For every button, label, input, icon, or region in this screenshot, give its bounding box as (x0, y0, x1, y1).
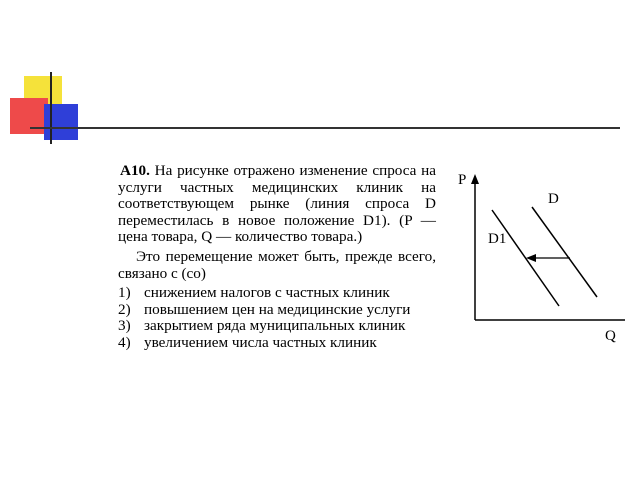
answer-number: 2) (118, 300, 131, 318)
answer-number: 3) (118, 317, 131, 335)
answer-text: снижением налогов с частных клиник (144, 284, 390, 302)
question-intro-text: На рисунке отражено изменение спроса на услуги частных медицинских клиник на соответствующем рынке (линия спроса D переместилась в новое положение D1). (P — цена товара, Q — количество товара.) (118, 162, 436, 246)
demand-shift-graph (440, 160, 630, 350)
answer-text: повышением цен на медицинские услуги (144, 300, 411, 318)
title-divider-line (30, 127, 620, 129)
decor-vertical-line (50, 72, 52, 144)
answer-option-1[interactable] (118, 285, 478, 302)
question-intro (118, 163, 436, 246)
answer-text: закрытием ряда муниципальных клиник (144, 317, 406, 335)
x-axis-label: Q (605, 328, 616, 344)
y-axis-label: P (458, 172, 467, 188)
y-axis-arrowhead (471, 174, 479, 184)
question-block (118, 163, 436, 352)
question-prompt: Это перемещение может быть, прежде всего, связано с (со) (118, 247, 436, 282)
answer-option-2[interactable] (118, 302, 478, 319)
answer-option-3[interactable] (118, 318, 478, 335)
answer-text: увеличением числа частных клиник (144, 333, 377, 351)
curve-label-d: D (548, 191, 559, 207)
answer-option-4[interactable] (118, 335, 478, 352)
demand-curve-d (532, 207, 597, 297)
answer-number: 1) (118, 284, 131, 302)
answer-number: 4) (118, 333, 131, 351)
curve-label-d1: D1 (488, 231, 507, 247)
question-number: А10. (120, 162, 150, 179)
answer-list (118, 285, 478, 351)
